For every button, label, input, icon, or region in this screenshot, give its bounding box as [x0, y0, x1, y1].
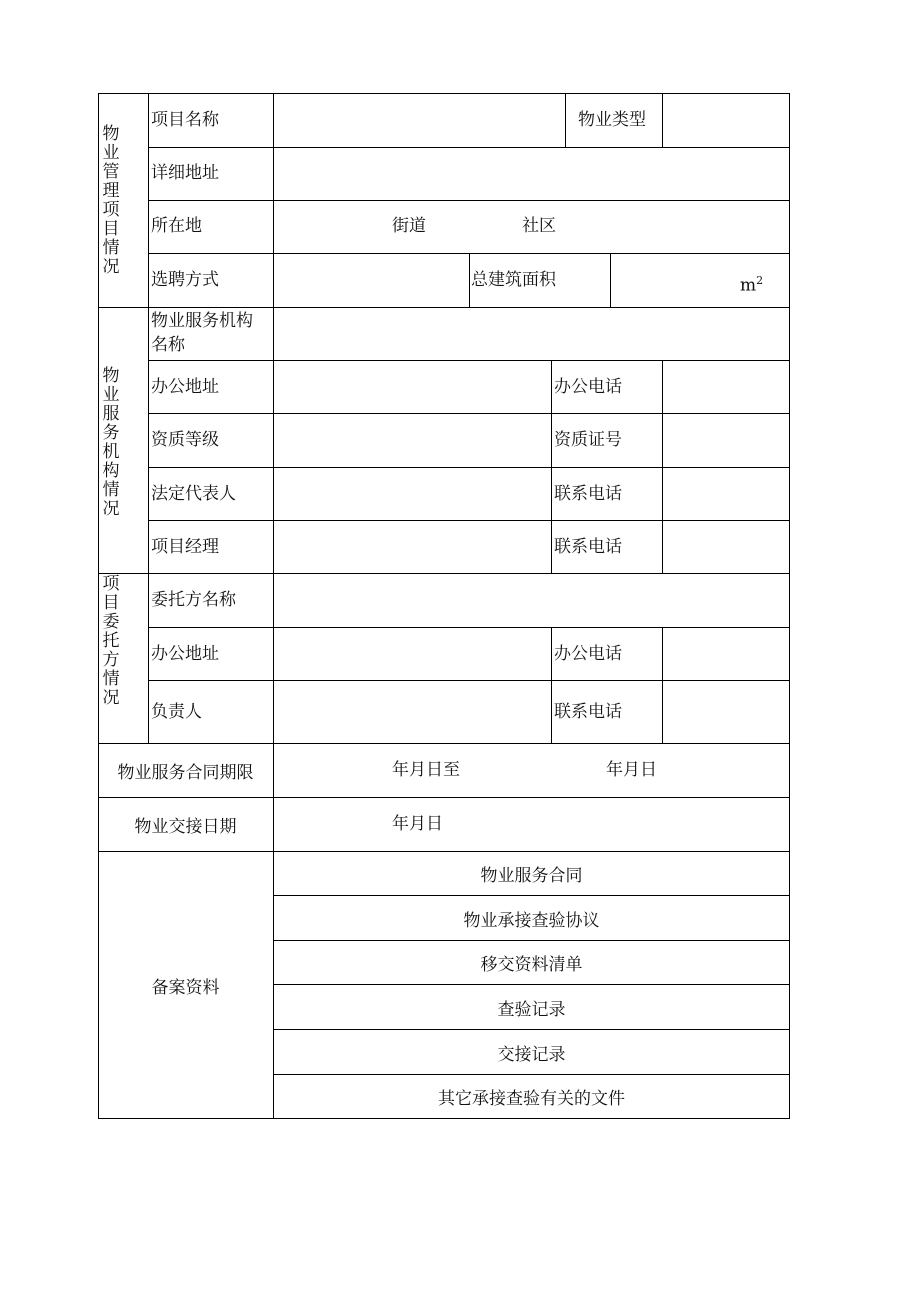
manager-phone-label: 联系电话	[554, 537, 622, 557]
org-name-label-line1: 物业服务机构	[151, 311, 253, 331]
area-unit-base: m	[740, 275, 757, 296]
row-divider	[148, 360, 790, 361]
org-office-address-label: 办公地址	[151, 377, 219, 397]
client-office-address-label: 办公地址	[151, 644, 219, 664]
section-title-client: 项目委托方情况	[102, 574, 120, 708]
contract-term-label: 物业服务合同期限	[117, 763, 254, 783]
org-office-phone-label: 办公电话	[554, 377, 622, 397]
total-area-label: 总建筑面积	[471, 270, 556, 290]
section-title-service-org: 物业服务机构情况	[102, 366, 120, 519]
col-divider	[551, 360, 552, 573]
row-divider	[148, 200, 790, 201]
location-label: 所在地	[151, 216, 202, 236]
certificate-label: 资质证号	[554, 430, 622, 450]
col-divider	[148, 93, 149, 743]
handover-date-value: 年月日	[392, 814, 443, 834]
legal-rep-label: 法定代表人	[151, 484, 236, 504]
client-person-phone-label: 联系电话	[554, 702, 622, 722]
project-name-field[interactable]	[274, 94, 565, 147]
manager-label: 项目经理	[151, 537, 219, 557]
area-unit	[740, 270, 763, 297]
col-divider	[469, 253, 470, 307]
filing-item: 其它承接查验有关的文件	[438, 1089, 625, 1109]
row-divider	[148, 627, 790, 628]
section-title-project: 物业管理项目情况	[102, 124, 120, 277]
row-divider	[148, 413, 790, 414]
filing-item: 物业服务合同	[480, 866, 583, 886]
property-handover-form	[98, 93, 790, 1119]
property-type-field[interactable]	[663, 94, 789, 147]
client-person-label: 负责人	[151, 702, 202, 722]
row-divider	[148, 467, 790, 468]
property-type-label: 物业类型	[578, 110, 646, 130]
selection-method-label: 选聘方式	[151, 270, 219, 290]
contract-term-to: 年月日	[606, 760, 657, 780]
selection-method-field[interactable]	[274, 254, 469, 307]
col-divider	[565, 93, 566, 147]
col-divider	[551, 627, 552, 743]
filing-label: 备案资料	[151, 977, 220, 998]
address-label: 详细地址	[151, 163, 219, 183]
row-divider	[148, 520, 790, 521]
community-label: 社区	[522, 216, 556, 236]
table-border-right	[789, 93, 790, 1119]
filing-item: 查验记录	[497, 999, 566, 1020]
section-divider	[98, 573, 790, 574]
row-divider	[148, 680, 790, 681]
col-divider	[662, 627, 663, 743]
col-divider	[610, 253, 611, 307]
org-name-label-line2: 名称	[151, 335, 185, 355]
contract-term-from: 年月日至	[392, 760, 460, 780]
area-unit-exponent: 2	[756, 274, 764, 287]
legal-rep-phone-label: 联系电话	[554, 484, 622, 504]
filing-item: 物业承接查验协议	[463, 910, 600, 931]
handover-date-label: 物业交接日期	[134, 817, 237, 837]
address-field[interactable]	[274, 148, 789, 200]
client-office-phone-label: 办公电话	[554, 644, 622, 664]
col-divider	[662, 360, 663, 573]
project-name-label: 项目名称	[151, 110, 219, 130]
filing-item: 交接记录	[497, 1044, 566, 1065]
org-name-field[interactable]	[274, 308, 789, 360]
table-border-bottom	[98, 1118, 790, 1119]
client-name-label: 委托方名称	[151, 590, 236, 610]
street-label: 街道	[392, 216, 426, 236]
qualification-label: 资质等级	[151, 430, 219, 450]
filing-item: 移交资料清单	[480, 955, 583, 975]
